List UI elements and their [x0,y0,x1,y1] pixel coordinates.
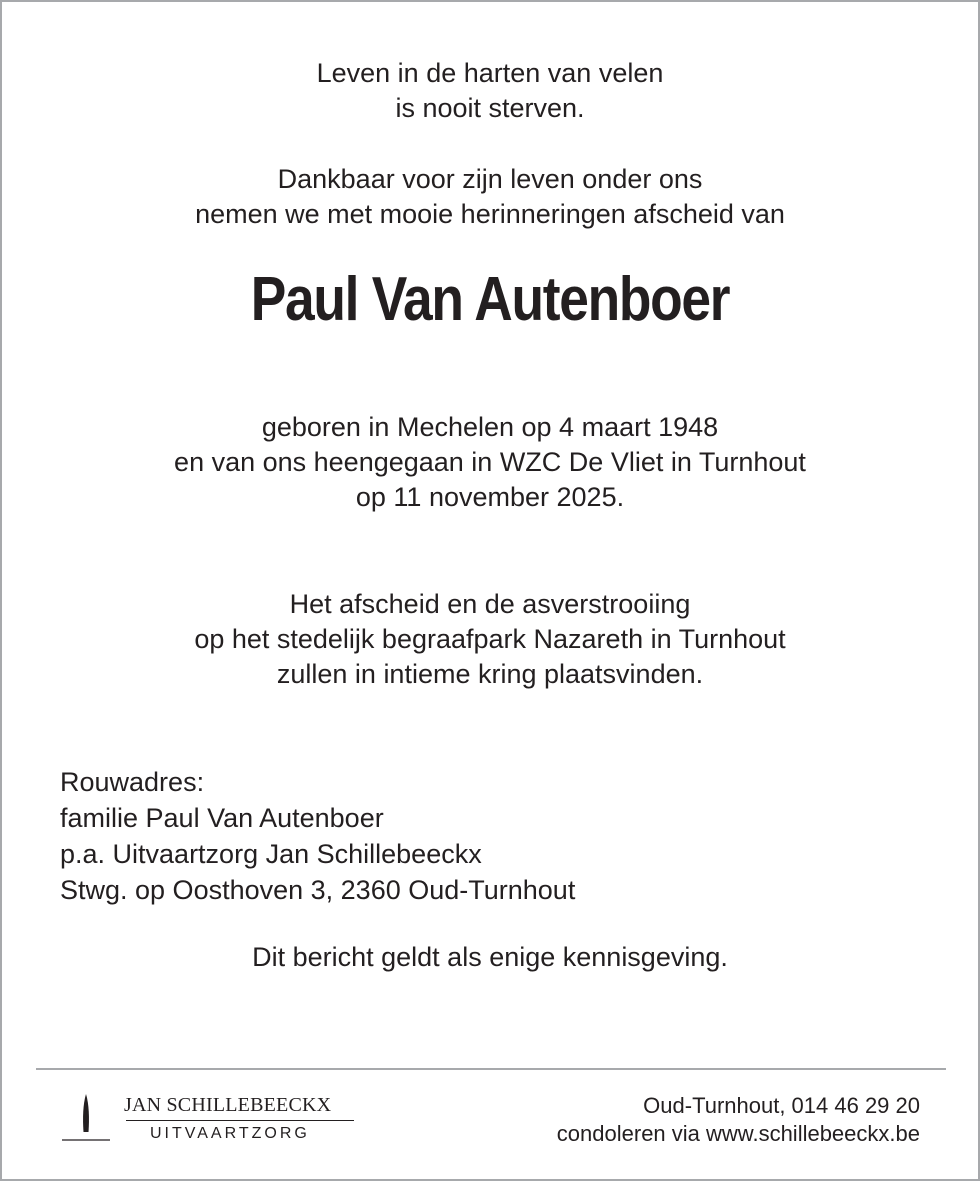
notice-text [2,940,978,975]
farewell-info [2,587,978,692]
motto-line-1: Leven in de harten van velen [316,58,664,88]
brand-subtitle: UITVAARTZORG [150,1125,310,1142]
intro-line-2: nemen we met mooie herinneringen afscheid van [195,199,785,229]
intro-text [2,162,978,232]
footer-divider [36,1068,946,1070]
birth-death-info [2,410,978,515]
farewell-line-1: Het afscheid en de asverstrooiing [289,589,691,619]
intro-line-1: Dankbaar voor zijn leven onder ons [277,164,703,194]
funeral-home-logo [60,1092,360,1152]
cypress-tree-icon [60,1092,112,1144]
brand-name: JAN SCHILLEBEECKX [124,1094,332,1116]
farewell-line-3: zullen in intieme kring plaatsvinden. [276,659,704,689]
notice-line: Dit bericht geldt als enige kennisgeving. [252,942,728,972]
address-care-of: p.a. Uitvaartzorg Jan Schillebeeckx [60,839,482,869]
motto [2,56,978,126]
death-date-line: op 11 november 2025. [355,482,625,512]
address-family: familie Paul Van Autenboer [60,803,384,833]
mourning-address [60,764,575,908]
contact-info [557,1092,920,1148]
address-heading: Rouwadres: [60,767,205,797]
deceased-name: Paul Van Autenboer [250,265,730,334]
brand-divider [126,1120,354,1121]
birth-line: geboren in Mechelen op 4 maart 1948 [261,412,719,442]
contact-phone: Oud-Turnhout, 014 46 29 20 [643,1093,920,1118]
farewell-line-2: op het stedelijk begraafpark Nazareth in Turnhout [194,624,786,654]
death-line: en van ons heengegaan in WZC De Vliet in Turnhout [174,447,806,477]
address-street: Stwg. op Oosthoven 3, 2360 Oud-Turnhout [60,875,576,905]
contact-website[interactable]: condoleren via www.schillebeeckx.be [556,1121,920,1146]
motto-line-2: is nooit sterven. [395,93,585,123]
